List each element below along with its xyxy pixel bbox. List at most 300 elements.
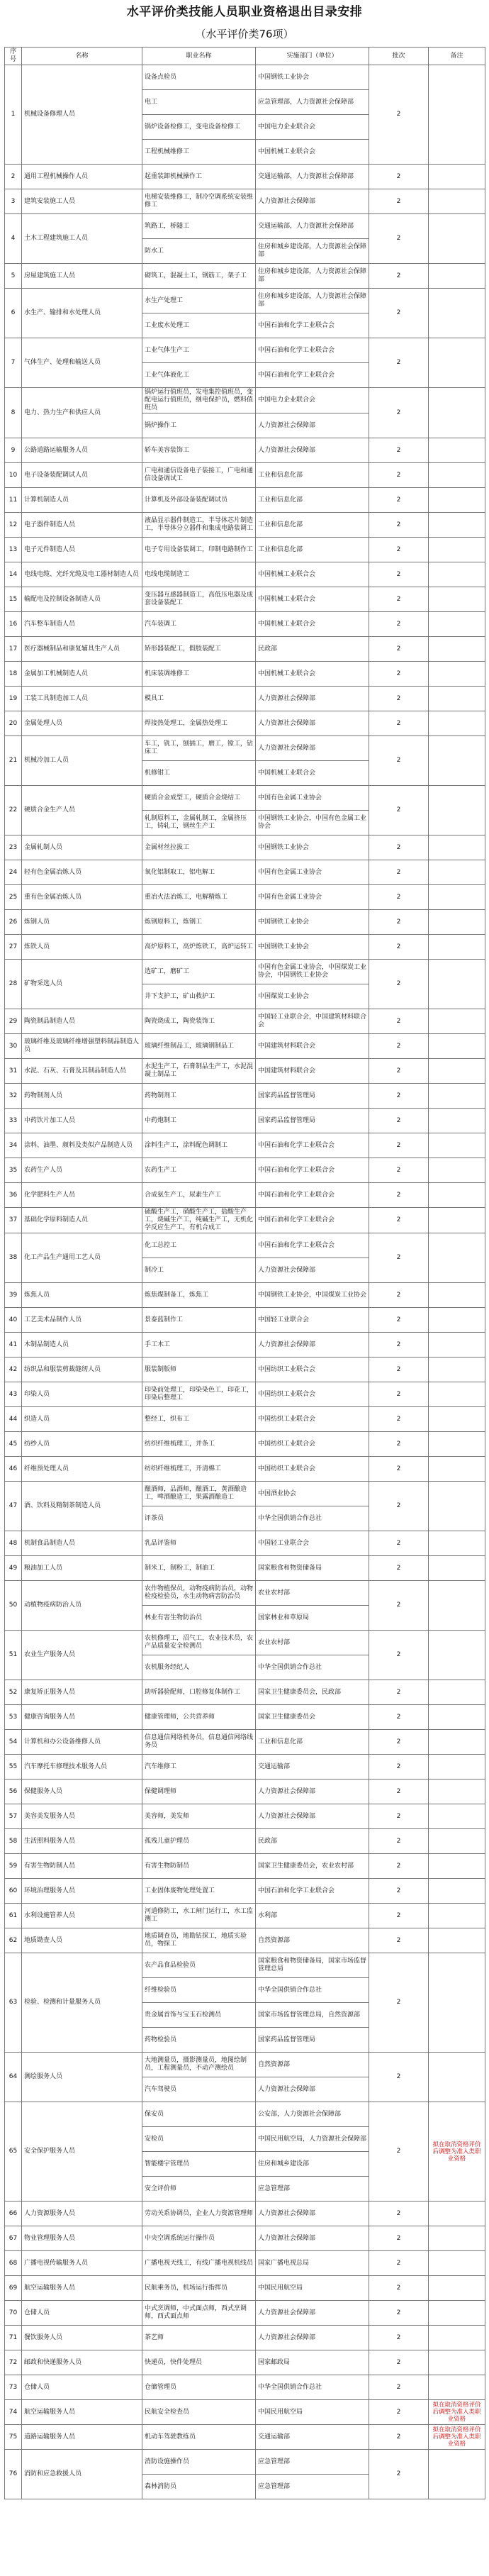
department: 中国钢铁工业协会 <box>256 835 369 860</box>
department: 中国纺织工业联合会 <box>256 1432 369 1457</box>
job-name: 工业气体液化工 <box>142 363 256 388</box>
job-name: 农作物植保员，动物疫病防治员，动物检疫检验员，水生动物病害防治员 <box>142 1581 256 1606</box>
job-name: 药物制剂工 <box>142 1084 256 1109</box>
job-name: 药物检验员 <box>142 2028 256 2053</box>
job-name: 电梯安装维修工，制冷空调系统安装维修工 <box>142 189 256 214</box>
batch-number: 2 <box>369 1804 429 1829</box>
department: 工业和信息化部 <box>256 488 369 513</box>
job-name: 智能楼宇管理员 <box>142 2152 256 2177</box>
row-number: 28 <box>5 960 22 1009</box>
department: 国家粮食和物资储备局 <box>256 1556 369 1581</box>
row-number: 30 <box>5 1034 22 1059</box>
batch-number: 2 <box>369 587 429 612</box>
remark <box>429 1928 485 1953</box>
category-name: 金属处理人员 <box>22 711 142 736</box>
job-name: 玻璃纤维制品工，玻璃钢制品工 <box>142 1034 256 1059</box>
table-row <box>5 2102 485 2127</box>
department: 人力资源社会保障部 <box>256 687 369 711</box>
table-row <box>5 1034 485 1059</box>
table-row <box>5 1531 485 1556</box>
job-name: 重冶火法冶炼工，电解精炼工 <box>142 885 256 910</box>
department: 中国机械工业联合会 <box>256 140 369 165</box>
department: 人力资源社会保障部 <box>256 1258 369 1283</box>
row-number: 71 <box>5 2326 22 2350</box>
job-name: 农药生产工 <box>142 1158 256 1183</box>
remark <box>429 214 485 264</box>
job-name: 贵金属首饰与宝玉石检测员 <box>142 2003 256 2028</box>
batch-number: 2 <box>369 662 429 687</box>
row-number: 8 <box>5 388 22 438</box>
batch-number: 2 <box>369 1407 429 1432</box>
batch-number: 2 <box>369 1556 429 1581</box>
batch-number: 2 <box>369 2202 429 2226</box>
batch-number: 2 <box>369 513 429 538</box>
row-number: 62 <box>5 1928 22 1953</box>
department: 应急管理部，人力资源社会保障部 <box>256 90 369 115</box>
category-name: 电子元件制造人员 <box>22 538 142 562</box>
category-name: 中药饮片加工人员 <box>22 1109 142 1133</box>
batch-number: 2 <box>369 1705 429 1730</box>
table-row <box>5 189 485 214</box>
category-name: 电子设备装配调试人员 <box>22 463 142 488</box>
remark <box>429 1804 485 1829</box>
remark <box>429 1680 485 1705</box>
row-number: 51 <box>5 1631 22 1680</box>
department: 人力资源社会保障部 <box>256 2077 369 2102</box>
job-name: 河道修防工，水工闸门运行工，水工监测工 <box>142 1904 256 1928</box>
table-row <box>5 1482 485 1506</box>
remark <box>429 1233 485 1283</box>
department: 国家药品监督管理局 <box>256 1084 369 1109</box>
remark <box>429 1183 485 1208</box>
table-row <box>5 513 485 538</box>
department: 国家药品监督管理局 <box>256 2028 369 2053</box>
batch-number: 2 <box>369 637 429 662</box>
row-number: 2 <box>5 165 22 189</box>
job-name: 纺织纤维梳理工，并条工 <box>142 1432 256 1457</box>
job-name: 景泰蓝制作工 <box>142 1308 256 1333</box>
batch-number: 2 <box>369 2400 429 2425</box>
remark <box>429 1730 485 1755</box>
batch-number: 2 <box>369 2226 429 2251</box>
department: 中华全国供销合作总社 <box>256 2375 369 2400</box>
category-name: 电线电缆、光纤光缆及电工器材制造人员 <box>22 562 142 587</box>
job-name: 水生产处理工 <box>142 289 256 313</box>
row-number: 14 <box>5 562 22 587</box>
job-name: 汽车装调工 <box>142 612 256 637</box>
department: 中国有色金属工业协会 <box>256 786 369 811</box>
row-number: 5 <box>5 264 22 289</box>
table-row <box>5 1432 485 1457</box>
batch-number: 2 <box>369 538 429 562</box>
department: 国家市场监督管理总局，自然资源部 <box>256 2003 369 2028</box>
department: 国家药品监督管理局 <box>256 1109 369 1133</box>
department: 民政部 <box>256 637 369 662</box>
remark: 拟在取消资格评价后调整为准入类职业资格 <box>429 2425 485 2450</box>
department: 中国石油和化学工业联合会 <box>256 338 369 363</box>
batch-number: 2 <box>369 612 429 637</box>
remark <box>429 637 485 662</box>
row-number: 58 <box>5 1829 22 1854</box>
job-name: 变压器互感器制造工，高低压电器及成套设备装配工 <box>142 587 256 612</box>
batch-number: 2 <box>369 1158 429 1183</box>
remark <box>429 2251 485 2276</box>
department: 国家广播电视总局 <box>256 2251 369 2276</box>
job-name: 涂料生产工，涂料配色调制工 <box>142 1133 256 1158</box>
table-row <box>5 562 485 587</box>
department: 人力资源社会保障部 <box>256 1780 369 1804</box>
job-name: 电子专用设备装调工，印制电路制作工 <box>142 538 256 562</box>
category-name: 化学肥料生产人员 <box>22 1183 142 1208</box>
row-number: 50 <box>5 1581 22 1631</box>
category-name: 纺纱人员 <box>22 1432 142 1457</box>
row-number: 41 <box>5 1333 22 1358</box>
table-row <box>5 1183 485 1208</box>
job-name: 中药炮制工 <box>142 1109 256 1133</box>
department: 国家卫生健康委员会，农业农村部 <box>256 1854 369 1879</box>
department: 自然资源部 <box>256 1928 369 1953</box>
job-name: 劳动关系协调员，企业人力资源管理师 <box>142 2202 256 2226</box>
row-number: 75 <box>5 2425 22 2450</box>
batch-number: 2 <box>369 910 429 935</box>
batch-number: 2 <box>369 1059 429 1084</box>
job-name: 工业气体生产工 <box>142 338 256 363</box>
batch-number: 2 <box>369 1133 429 1158</box>
department: 人力资源社会保障部 <box>256 438 369 463</box>
job-name: 广播电视天线工，有线广播电视机线员 <box>142 2251 256 2276</box>
remark <box>429 1084 485 1109</box>
remark <box>429 1457 485 1482</box>
batch-number: 2 <box>369 1680 429 1705</box>
table-header-row <box>5 48 485 65</box>
job-name: 印染前处理工，印染染色工，印花工，印染后整理工 <box>142 1382 256 1407</box>
table-row <box>5 2400 485 2425</box>
department: 中国民用航空局 <box>256 2276 369 2301</box>
job-name: 安检员 <box>142 2127 256 2152</box>
category-name: 仓储人员 <box>22 2301 142 2326</box>
category-name: 轻有色金属冶炼人员 <box>22 860 142 885</box>
table-row <box>5 1158 485 1183</box>
job-name: 服装制版师 <box>142 1358 256 1382</box>
category-name: 地质勘查人员 <box>22 1928 142 1953</box>
row-number: 45 <box>5 1432 22 1457</box>
job-name: 电线电缆制造工 <box>142 562 256 587</box>
remark <box>429 587 485 612</box>
category-name: 检验、检测和计量服务人员 <box>22 1953 142 2053</box>
row-number: 74 <box>5 2400 22 2425</box>
remark <box>429 1308 485 1333</box>
batch-number: 2 <box>369 1233 429 1283</box>
job-name: 制冷工 <box>142 1258 256 1283</box>
department: 人力资源社会保障部 <box>256 2226 369 2251</box>
table-row <box>5 1457 485 1482</box>
job-name: 手工木工 <box>142 1333 256 1358</box>
header-dept: 实施部门（单位） <box>256 48 369 65</box>
job-name: 仓储管理员 <box>142 2375 256 2400</box>
department: 人力资源社会保障部 <box>256 1804 369 1829</box>
row-number: 6 <box>5 289 22 338</box>
row-number: 34 <box>5 1133 22 1158</box>
table-row <box>5 1953 485 1978</box>
job-name: 消防设施操作员 <box>142 2450 256 2475</box>
category-name: 炼铁人员 <box>22 935 142 960</box>
table-row <box>5 538 485 562</box>
remark <box>429 835 485 860</box>
category-name: 工装工具制造加工人员 <box>22 687 142 711</box>
table-row <box>5 1730 485 1755</box>
department: 中国纺织工业联合会 <box>256 1457 369 1482</box>
job-name: 汽车驾驶员 <box>142 2077 256 2102</box>
remark <box>429 1208 485 1233</box>
table-row <box>5 1829 485 1854</box>
category-name: 仓储人员 <box>22 2375 142 2400</box>
department: 中国建筑材料联合会 <box>256 1034 369 1059</box>
row-number: 55 <box>5 1755 22 1780</box>
remark <box>429 935 485 960</box>
department: 中国酒业协会 <box>256 1482 369 1506</box>
batch-number: 2 <box>369 1432 429 1457</box>
job-name: 农机修理工，沼气工，农业技术员，农产品质量安全检测员 <box>142 1631 256 1655</box>
row-number: 67 <box>5 2226 22 2251</box>
department: 自然资源部 <box>256 2053 369 2077</box>
row-number: 1 <box>5 65 22 165</box>
remark <box>429 1407 485 1432</box>
remark <box>429 2276 485 2301</box>
category-name: 粮油加工人员 <box>22 1556 142 1581</box>
batch-number: 2 <box>369 1904 429 1928</box>
batch-number: 2 <box>369 463 429 488</box>
batch-number: 2 <box>369 189 429 214</box>
remark <box>429 2450 485 2499</box>
job-name: 计算机及外部设备装配调试员 <box>142 488 256 513</box>
table-row <box>5 1581 485 1606</box>
row-number: 76 <box>5 2450 22 2499</box>
batch-number: 2 <box>369 2450 429 2499</box>
remark <box>429 1358 485 1382</box>
batch-number: 2 <box>369 1928 429 1953</box>
row-number: 36 <box>5 1183 22 1208</box>
batch-number: 2 <box>369 2301 429 2326</box>
job-name: 锅炉操作工 <box>142 413 256 438</box>
batch-number: 2 <box>369 786 429 835</box>
batch-number: 2 <box>369 338 429 388</box>
category-name: 涂料、油墨、颜料及类似产品制造人员 <box>22 1133 142 1158</box>
job-name: 助听器验配师，口腔修复体制作工 <box>142 1680 256 1705</box>
remark <box>429 1953 485 2053</box>
row-number: 20 <box>5 711 22 736</box>
department: 水利部 <box>256 1904 369 1928</box>
job-name: 矫形器装配工，假肢装配工 <box>142 637 256 662</box>
remark <box>429 687 485 711</box>
department: 交通运输部，人力资源社会保障部 <box>256 214 369 239</box>
job-name: 锅炉运行值班员，发电集控值班员，变配电运行值班员，继电保护员，燃料值班员 <box>142 388 256 413</box>
batch-number: 2 <box>369 885 429 910</box>
table-row <box>5 2053 485 2077</box>
row-number: 52 <box>5 1680 22 1705</box>
batch-number: 2 <box>369 1109 429 1133</box>
category-name: 康复矫正服务人员 <box>22 1680 142 1705</box>
row-number: 11 <box>5 488 22 513</box>
table-row <box>5 1009 485 1034</box>
table-row <box>5 1283 485 1308</box>
department: 农业农村部 <box>256 1631 369 1655</box>
remark <box>429 1158 485 1183</box>
job-name: 筑路工，桥隧工 <box>142 214 256 239</box>
table-row <box>5 2375 485 2400</box>
job-name: 轧制原料工，金属轧制工，金属挤压工，铸轧工，钢丝生产工 <box>142 811 256 835</box>
row-number: 24 <box>5 860 22 885</box>
row-number: 60 <box>5 1879 22 1904</box>
row-number: 64 <box>5 2053 22 2102</box>
department: 人力资源社会保障部 <box>256 2202 369 2226</box>
table-row <box>5 338 485 363</box>
remark <box>429 1009 485 1034</box>
department: 住房和城乡建设部 <box>256 2152 369 2177</box>
table-row <box>5 1755 485 1780</box>
category-name: 印染人员 <box>22 1382 142 1407</box>
job-name: 大地测量员，摄影测量员，地图绘制员，工程测量员，不动产测绘员 <box>142 2053 256 2077</box>
category-name: 物业管理服务人员 <box>22 2226 142 2251</box>
row-number: 32 <box>5 1084 22 1109</box>
table-row <box>5 488 485 513</box>
remark <box>429 860 485 885</box>
remark <box>429 1034 485 1059</box>
category-name: 安全保护服务人员 <box>22 2102 142 2202</box>
department: 工业和信息化部 <box>256 463 369 488</box>
department: 住房和城乡建设部，人力资源社会保障部 <box>256 289 369 313</box>
batch-number: 2 <box>369 2375 429 2400</box>
batch-number: 2 <box>369 687 429 711</box>
table-row <box>5 1208 485 1233</box>
department: 中华全国供销合作总社 <box>256 1655 369 1680</box>
department: 中国有色金属工业协会 <box>256 860 369 885</box>
department: 中国石油和化学工业联合会 <box>256 1233 369 1258</box>
remark <box>429 1283 485 1308</box>
remark <box>429 1631 485 1680</box>
header-note: 备注 <box>429 48 485 65</box>
job-name: 保安员 <box>142 2102 256 2127</box>
category-name: 硬质合金生产人员 <box>22 786 142 835</box>
department: 住房和城乡建设部，人力资源社会保障部 <box>256 239 369 264</box>
department: 中国轻工业联合会 <box>256 1308 369 1333</box>
category-name: 工艺美术品制作人员 <box>22 1308 142 1333</box>
job-name: 信息通信网络机务员，信息通信网络线务员 <box>142 1730 256 1755</box>
row-number: 33 <box>5 1109 22 1133</box>
batch-number: 2 <box>369 165 429 189</box>
department: 交通运输部，人力资源社会保障部 <box>256 165 369 189</box>
remark <box>429 1854 485 1879</box>
department: 公安部，人力资源社会保障部 <box>256 2102 369 2127</box>
batch-number: 2 <box>369 1208 429 1233</box>
job-name: 保健调理师 <box>142 1780 256 1804</box>
table-row <box>5 711 485 736</box>
job-name: 金属材丝拉拔工 <box>142 835 256 860</box>
batch-number: 2 <box>369 1084 429 1109</box>
remark <box>429 885 485 910</box>
category-name: 消防和应急救援人员 <box>22 2450 142 2499</box>
department: 中国石油和化学工业联合会 <box>256 1133 369 1158</box>
department: 中国轻工业联合会，中国建筑材料联合会 <box>256 1009 369 1034</box>
remark <box>429 165 485 189</box>
category-name: 金属轧制人员 <box>22 835 142 860</box>
category-name: 输配电及控制设备制造人员 <box>22 587 142 612</box>
batch-number: 2 <box>369 1854 429 1879</box>
department: 中国石油和化学工业联合会 <box>256 1183 369 1208</box>
row-number: 10 <box>5 463 22 488</box>
job-name: 有害生物防制员 <box>142 1854 256 1879</box>
table-row <box>5 438 485 463</box>
job-name: 酿酒师，品酒师，酿酒工，黄酒酿造工，啤酒酿造工，果露酒酿造工 <box>142 1482 256 1506</box>
department: 工业和信息化部 <box>256 1730 369 1755</box>
category-name: 美容美发服务人员 <box>22 1804 142 1829</box>
category-name: 有害生物防制人员 <box>22 1854 142 1879</box>
row-number: 68 <box>5 2251 22 2276</box>
job-name: 乳品评鉴师 <box>142 1531 256 1556</box>
page-subtitle: （水平评价类76项） <box>195 28 294 40</box>
remark <box>429 2301 485 2326</box>
category-name: 矿物采选人员 <box>22 960 142 1009</box>
category-name: 气体生产、处理和输送人员 <box>22 338 142 388</box>
remark <box>429 562 485 587</box>
row-number: 57 <box>5 1804 22 1829</box>
category-name: 广播电视传输服务人员 <box>22 2251 142 2276</box>
batch-number: 2 <box>369 1531 429 1556</box>
header-no: 序号 <box>5 48 22 65</box>
table-row <box>5 786 485 811</box>
job-name: 防水工 <box>142 239 256 264</box>
job-name: 工业废水处理工 <box>142 313 256 338</box>
remark <box>429 1780 485 1804</box>
row-number: 38 <box>5 1233 22 1283</box>
batch-number: 2 <box>369 2425 429 2450</box>
table-row <box>5 1358 485 1382</box>
row-number: 72 <box>5 2350 22 2375</box>
row-number: 12 <box>5 513 22 538</box>
remark <box>429 1382 485 1407</box>
batch-number: 2 <box>369 1009 429 1034</box>
department: 应急管理部 <box>256 2450 369 2475</box>
table-row <box>5 388 485 413</box>
table-row <box>5 1333 485 1358</box>
department: 中华全国供销合作总社 <box>256 1506 369 1531</box>
row-number: 44 <box>5 1407 22 1432</box>
remark <box>429 1581 485 1631</box>
job-name: 林业有害生物防治员 <box>142 1606 256 1631</box>
table-row <box>5 1928 485 1953</box>
row-number: 70 <box>5 2301 22 2326</box>
job-name: 电工 <box>142 90 256 115</box>
batch-number: 2 <box>369 736 429 786</box>
job-name: 农产品食品检验员 <box>142 1953 256 1978</box>
table-row <box>5 2301 485 2326</box>
department: 中国轻工业联合会 <box>256 1531 369 1556</box>
job-name: 焊接热处理工，金属热处理工 <box>142 711 256 736</box>
department: 中华全国供销合作总社 <box>256 1978 369 2003</box>
remark: 拟在取消资格评价后调整为准入类职业资格 <box>429 2102 485 2202</box>
category-name: 农药生产人员 <box>22 1158 142 1183</box>
job-name: 硬质合金成型工，硬质合金烧结工 <box>142 786 256 811</box>
table-row <box>5 1904 485 1928</box>
job-name: 地质调查员，地勘钻探工，地质实验员，物探工 <box>142 1928 256 1953</box>
category-name: 计算机和办公设备维修人员 <box>22 1730 142 1755</box>
job-name: 民航乘务员，机场运行指挥员 <box>142 2276 256 2301</box>
category-name: 重有色金属冶炼人员 <box>22 885 142 910</box>
category-name: 基础化学原料制造人员 <box>22 1208 142 1233</box>
remark <box>429 438 485 463</box>
remark <box>429 1133 485 1158</box>
job-name: 机床装调维修工 <box>142 662 256 687</box>
job-name: 工程机械维修工 <box>142 140 256 165</box>
